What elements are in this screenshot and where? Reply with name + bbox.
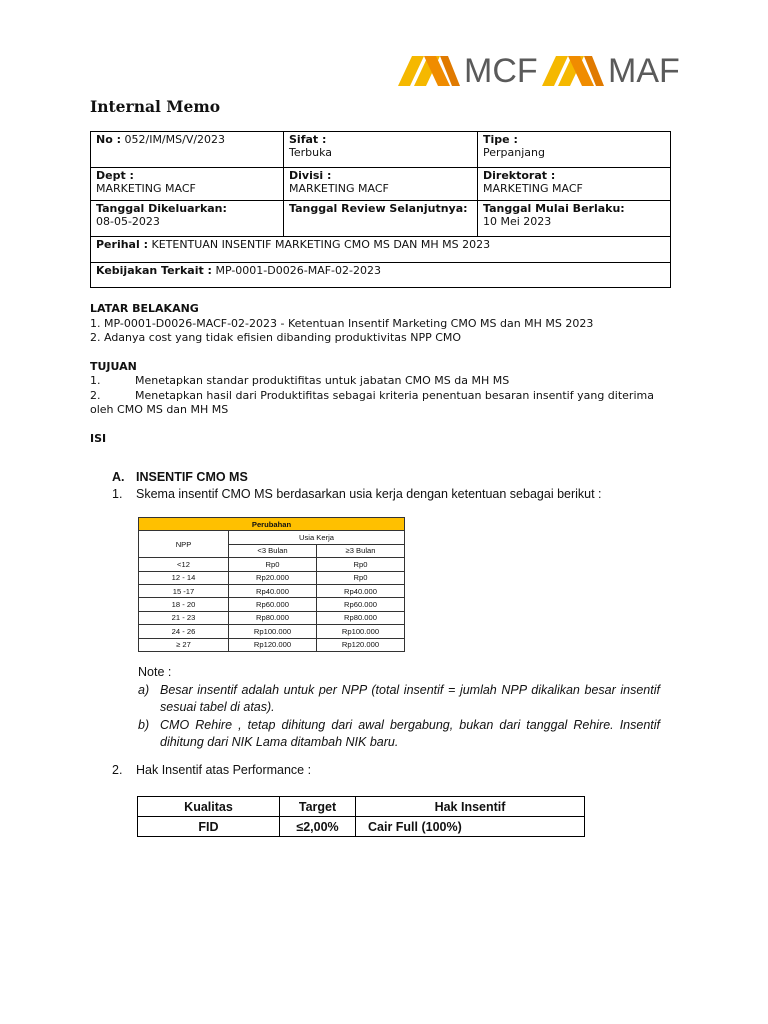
mcf-logo-mark-icon xyxy=(398,56,460,86)
tgl-keluar-value: 08-05-2023 xyxy=(96,215,160,228)
section-a-item1 xyxy=(112,487,602,501)
direktorat-value: MARKETING MACF xyxy=(483,182,583,195)
section-a-title-text: INSENTIF CMO MS xyxy=(136,470,248,484)
latar-heading: LATAR BELAKANG xyxy=(90,302,199,315)
table-row xyxy=(139,638,405,651)
tipe-label: Tipe : xyxy=(483,133,518,146)
tujuan-item-cont: oleh CMO MS dan MH MS xyxy=(90,403,229,416)
tipe-value: Perpanjang xyxy=(483,146,545,159)
maf-logo-text: MAF xyxy=(608,52,680,90)
perf-cell-target: ≤2,00% xyxy=(280,817,356,837)
ge3-cell: Rp0 xyxy=(317,558,405,571)
npp-table-title: Perubahan xyxy=(139,518,405,531)
tgl-keluar-label: Tanggal Dikeluarkan: xyxy=(96,202,227,215)
no-label: No : xyxy=(96,133,121,146)
ge3-cell: Rp100.000 xyxy=(317,625,405,638)
item1-num: 1. xyxy=(112,487,123,501)
ge3-cell: Rp0 xyxy=(317,571,405,584)
isi-heading: ISI xyxy=(90,432,107,445)
table-row xyxy=(139,584,405,597)
lt3-cell: Rp0 xyxy=(229,558,317,571)
lt3-cell: Rp80.000 xyxy=(229,611,317,624)
table-row xyxy=(139,611,405,624)
tgl-mulai-value: 10 Mei 2023 xyxy=(483,215,552,228)
kebijakan-value: MP-0001-D0026-MAF-02-2023 xyxy=(215,264,381,277)
col1-header: <3 Bulan xyxy=(229,544,317,557)
sifat-value: Terbuka xyxy=(289,146,333,159)
note-label: Note : xyxy=(138,665,172,679)
no-value: 052/IM/MS/V/2023 xyxy=(124,133,226,146)
performance-table xyxy=(137,796,585,837)
note-a xyxy=(138,682,660,717)
section-a-letter: A. xyxy=(112,470,125,484)
note-b-label: b) xyxy=(138,717,150,732)
npp-cell: ≥ 27 xyxy=(139,638,229,651)
table-row xyxy=(139,571,405,584)
note-b xyxy=(138,717,660,752)
tgl-review-label: Tanggal Review Selanjutnya: xyxy=(289,202,468,215)
item2-num: 2. xyxy=(112,763,123,777)
npp-incentive-table xyxy=(138,517,405,652)
npp-cell: 18 - 20 xyxy=(139,598,229,611)
perf-cell-hak: Cair Full (100%) xyxy=(356,817,585,837)
latar-item: 2. Adanya cost yang tidak efisien dibanding produktivitas NPP CMO xyxy=(90,331,462,344)
perf-header-kualitas: Kualitas xyxy=(138,797,280,817)
npp-cell: <12 xyxy=(139,558,229,571)
perihal-label: Perihal : xyxy=(96,238,148,251)
note-b-text: CMO Rehire , tetap dihitung dari awal bergabung, bukan dari tanggal Rehire. Insentif dihitung dari NIK Lama ditambah NIK baru. xyxy=(160,717,660,749)
kebijakan-label: Kebijakan Terkait : xyxy=(96,264,212,277)
npp-cell: 15 -17 xyxy=(139,584,229,597)
ge3-cell: Rp60.000 xyxy=(317,598,405,611)
maf-logo xyxy=(542,54,680,88)
latar-item: 1. MP-0001-D0026-MACF-02-2023 - Ketentuan Insentif Marketing CMO MS dan MH MS 2023 xyxy=(90,317,594,330)
table-row xyxy=(139,558,405,571)
lt3-cell: Rp120.000 xyxy=(229,638,317,651)
tgl-mulai-label: Tanggal Mulai Berlaku: xyxy=(483,202,625,215)
perf-header-hak: Hak Insentif xyxy=(356,797,585,817)
ge3-cell: Rp80.000 xyxy=(317,611,405,624)
table-row xyxy=(139,625,405,638)
dept-value: MARKETING MACF xyxy=(96,182,196,195)
tujuan-num: 1. xyxy=(90,374,101,387)
direktorat-label: Direktorat : xyxy=(483,169,556,182)
note-a-text: Besar insentif adalah untuk per NPP (total insentif = jumlah NPP dikalikan besar insentif sesuai tabel di atas). xyxy=(160,682,660,714)
perf-header-target: Target xyxy=(280,797,356,817)
tujuan-item xyxy=(90,389,676,404)
item2-text: Hak Insentif atas Performance : xyxy=(136,763,312,777)
tujuan-text: Menetapkan standar produktifitas untuk jabatan CMO MS da MH MS xyxy=(135,374,510,387)
section-a-title xyxy=(112,470,248,484)
tujuan-item xyxy=(90,374,676,389)
table-row xyxy=(139,598,405,611)
tujuan-text: Menetapkan hasil dari Produktifitas sebagai kriteria penentuan besaran insentif yang diterima xyxy=(135,389,654,402)
col2-header: ≥3 Bulan xyxy=(317,544,405,557)
ge3-cell: Rp120.000 xyxy=(317,638,405,651)
mcf-logo xyxy=(398,54,538,88)
usia-header: Usia Kerja xyxy=(229,531,405,544)
perihal-value: KETENTUAN INSENTIF MARKETING CMO MS DAN MH MS 2023 xyxy=(151,238,491,251)
note-a-label: a) xyxy=(138,682,150,697)
memo-header-table xyxy=(90,131,671,288)
sifat-label: Sifat : xyxy=(289,133,327,146)
dept-label: Dept : xyxy=(96,169,134,182)
perf-cell-kualitas: FID xyxy=(138,817,280,837)
npp-header: NPP xyxy=(139,531,229,558)
ge3-cell: Rp40.000 xyxy=(317,584,405,597)
mcf-logo-text: MCF xyxy=(464,52,538,90)
lt3-cell: Rp20.000 xyxy=(229,571,317,584)
memo-title: Internal Memo xyxy=(90,97,221,116)
divisi-label: Divisi : xyxy=(289,169,332,182)
maf-logo-mark-icon xyxy=(542,56,604,86)
lt3-cell: Rp100.000 xyxy=(229,625,317,638)
lt3-cell: Rp40.000 xyxy=(229,584,317,597)
npp-cell: 24 - 26 xyxy=(139,625,229,638)
tujuan-num: 2. xyxy=(90,389,101,402)
note-block xyxy=(138,664,660,752)
divisi-value: MARKETING MACF xyxy=(289,182,389,195)
lt3-cell: Rp60.000 xyxy=(229,598,317,611)
npp-cell: 21 - 23 xyxy=(139,611,229,624)
npp-cell: 12 - 14 xyxy=(139,571,229,584)
tujuan-heading: TUJUAN xyxy=(90,360,137,373)
item1-text: Skema insentif CMO MS berdasarkan usia kerja dengan ketentuan sebagai berikut : xyxy=(136,487,602,501)
table-row xyxy=(138,817,585,837)
section-a-item2 xyxy=(112,763,311,777)
